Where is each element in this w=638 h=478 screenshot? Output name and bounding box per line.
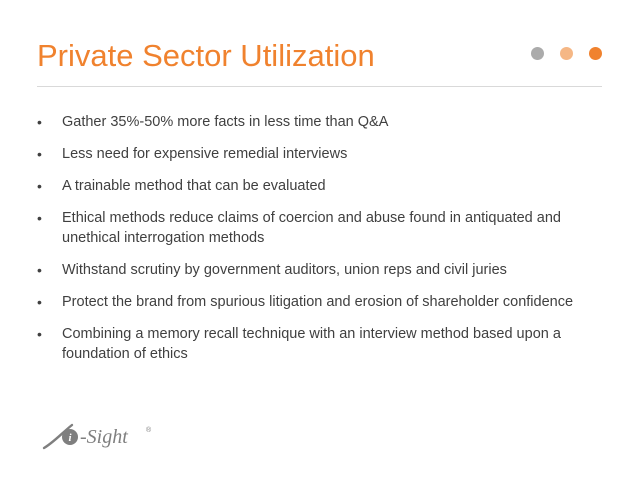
title-divider [37, 86, 602, 87]
bullet-text: Protect the brand from spurious litigation and erosion of shareholder confidence [62, 294, 574, 310]
slide-indicator-dots [531, 47, 602, 60]
slide-title: Private Sector Utilization [37, 38, 375, 73]
bullet-item [37, 112, 602, 132]
bullet-dot-icon: • [37, 146, 42, 162]
bullet-dot-icon: • [37, 294, 42, 310]
bullet-dot-icon: • [37, 210, 42, 226]
bullet-dot-icon: • [37, 114, 42, 130]
logo-wordmark: -Sight [80, 426, 128, 448]
bullet-text: Gather 35%-50% more facts in less time than Q&A [62, 114, 389, 130]
indicator-dot-1 [531, 47, 544, 60]
svg-text:i: i [68, 432, 72, 444]
indicator-dot-2 [560, 47, 573, 60]
bullet-item [37, 144, 602, 164]
bullet-text: Combining a memory recall technique with an interview method based upon a foundation of ethics [62, 326, 561, 362]
bullet-item [37, 324, 602, 364]
bullet-dot-icon: • [37, 326, 42, 342]
bullet-dot-icon: • [37, 262, 42, 278]
bullet-text: A trainable method that can be evaluated [62, 178, 326, 194]
i-sight-logo [40, 418, 160, 454]
bullet-list [37, 112, 602, 376]
bullet-text: Ethical methods reduce claims of coercion and abuse found in antiquated and unethical interrogation methods [62, 210, 561, 246]
bullet-text: Withstand scrutiny by government auditors, union reps and civil juries [62, 262, 507, 278]
bullet-item [37, 260, 602, 280]
bullet-item [37, 208, 602, 248]
bullet-text: Less need for expensive remedial interviews [62, 146, 348, 162]
bullet-dot-icon: • [37, 178, 42, 194]
logo-registered-mark: ® [146, 427, 152, 434]
indicator-dot-3 [589, 47, 602, 60]
bullet-item [37, 176, 602, 196]
bullet-item [37, 292, 602, 312]
